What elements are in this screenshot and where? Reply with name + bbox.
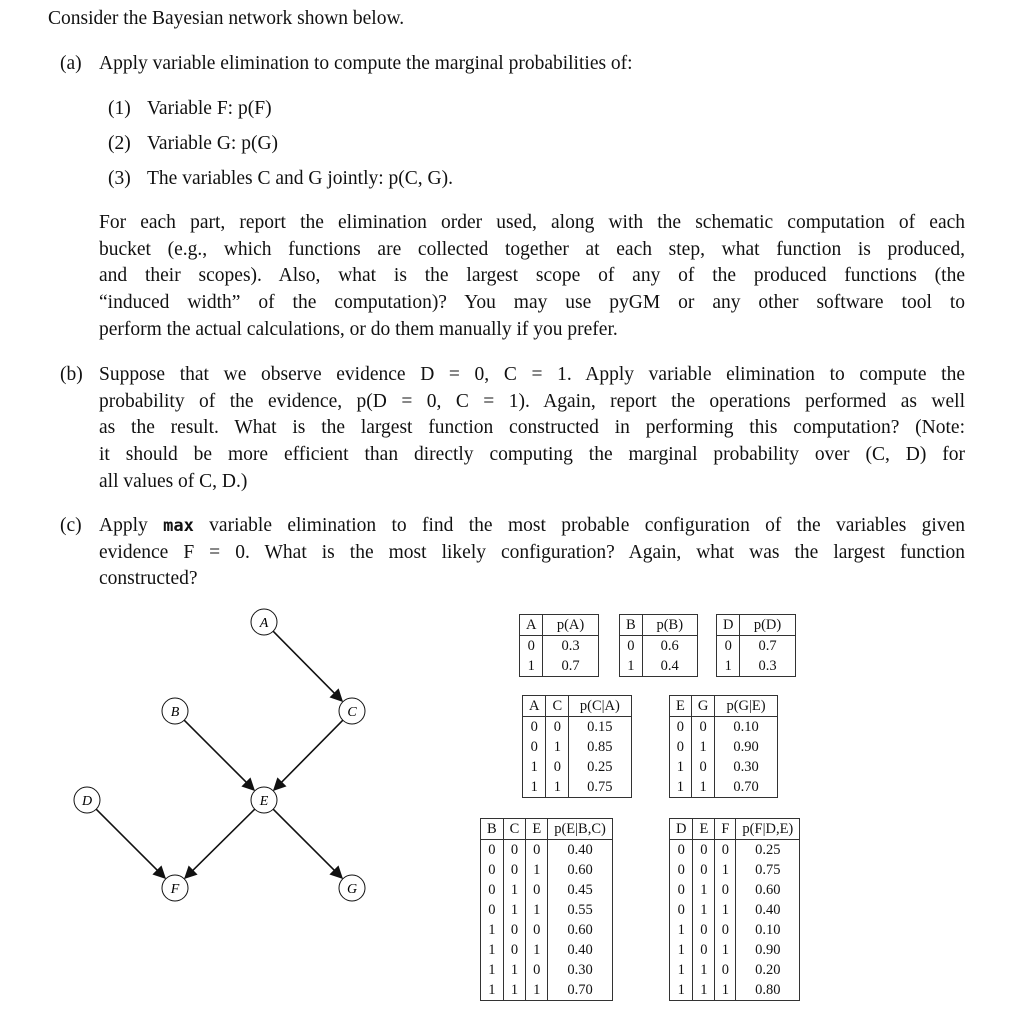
table-cell: 1 (503, 880, 526, 900)
table-cell: 0.6 (642, 636, 697, 657)
table-cell: 0 (677, 842, 685, 858)
table-cell: 1 (530, 779, 538, 795)
table-cell: 1 (526, 980, 548, 1001)
table-header-cell: B (481, 819, 504, 840)
table-cell: 1 (677, 942, 685, 958)
table-cell: 1 (503, 960, 526, 980)
table-cell: 1 (724, 658, 732, 674)
part-a-item-3-label: (3) (108, 168, 131, 189)
table-cell: 1 (503, 900, 526, 920)
part-c-line-2: evidence F = 0. What is the most likely configuration? Again, what was the largest function (99, 541, 965, 563)
table-header-cell: C (503, 819, 526, 840)
table-row (481, 880, 613, 900)
table-cell: 1 (488, 982, 496, 998)
table-row (523, 757, 632, 777)
table-cell: 1 (715, 860, 736, 880)
part-a-paragraph-line: bucket (e.g., which functions are collected together at each step, what function is produced, (99, 238, 965, 260)
table-row (670, 880, 800, 900)
table-cell: 0.15 (569, 717, 631, 738)
table-header-cell: E (693, 819, 715, 840)
table-cell: 0 (526, 920, 548, 940)
table-cell: 0 (526, 880, 548, 900)
table-cell: 0.60 (548, 920, 613, 940)
table-cell: 0 (526, 840, 548, 861)
table-cell: 0 (503, 840, 526, 861)
part-a-item-2-label: (2) (108, 133, 131, 154)
edge-a-c (273, 631, 342, 701)
max-code: max (163, 516, 194, 536)
table-cell: 1 (488, 922, 496, 938)
table-cell: 0 (715, 880, 736, 900)
part-a-item-3: The variables C and G jointly: p(C, G). (147, 168, 453, 189)
table-cell: 0 (488, 842, 496, 858)
table-row (670, 717, 778, 738)
table-cell: 0 (488, 862, 496, 878)
part-b-line: it should be more efficient than directly computing the marginal probability over (C, D) for (99, 444, 965, 466)
table-cell: 0 (676, 719, 685, 735)
table-cell: 0.7 (740, 636, 795, 657)
part-b-line: Suppose that we observe evidence D = 0, C = 1. Apply variable elimination to compute the (99, 364, 965, 385)
table-cell: 0.25 (736, 840, 800, 861)
table-cell: 0.60 (736, 880, 800, 900)
table-cell: 0 (527, 638, 535, 654)
node-d-label: D (81, 794, 93, 809)
table-cell: 0 (530, 739, 538, 755)
table-row (481, 860, 613, 880)
table-p-d (716, 614, 796, 677)
table-row (481, 840, 613, 861)
table-cell: 0.30 (715, 757, 777, 777)
table-cell: 1 (691, 737, 714, 757)
table-cell: 0.70 (715, 777, 777, 798)
table-cell: 0.4 (642, 656, 697, 677)
table-cell: 1 (546, 737, 569, 757)
table-cell: 1 (627, 658, 635, 674)
table-row (481, 960, 613, 980)
table-cell: 1 (546, 777, 569, 798)
table-cell: 0.80 (736, 980, 800, 1001)
table-cell: 0 (676, 739, 685, 755)
table-cell: 1 (677, 962, 685, 978)
table-cell: 0 (503, 860, 526, 880)
table-cell: 1 (526, 860, 548, 880)
part-c-line-3: constructed? (99, 568, 198, 590)
table-cell: 0 (693, 920, 715, 940)
part-c-label: (c) (60, 515, 82, 536)
table-cell: 0 (503, 920, 526, 940)
table-p-e-given-b-c (480, 818, 613, 1001)
part-b-line: as the result. What is the largest function constructed in performing this computation? (Note: (99, 417, 965, 439)
table-cell: 0 (693, 860, 715, 880)
table-cell: 0 (693, 940, 715, 960)
table-cell: 0 (488, 902, 496, 918)
table-p-f-given-d-e (669, 818, 800, 1001)
table-cell: 1 (676, 779, 685, 795)
table-cell: 0.30 (548, 960, 613, 980)
part-a-item-1: Variable F: p(F) (147, 98, 272, 119)
table-row (481, 980, 613, 1001)
table-header-cell: p(B) (642, 615, 697, 636)
table-row (717, 636, 796, 657)
edge-d-f (96, 809, 165, 878)
table-cell: 1 (677, 982, 685, 998)
part-b-line: all values of C, D.) (99, 470, 248, 492)
table-cell: 1 (676, 759, 685, 775)
intro-text: Consider the Bayesian network shown below. (48, 8, 405, 29)
table-header-cell: p(E|B,C) (548, 819, 613, 840)
table-cell: 0 (715, 920, 736, 940)
table-header-cell: p(D) (740, 615, 795, 636)
table-cell: 0.7 (543, 656, 598, 677)
table-cell: 1 (677, 922, 685, 938)
table-cell: 1 (693, 960, 715, 980)
table-header-cell: E (670, 696, 692, 717)
table-cell: 0.40 (548, 840, 613, 861)
table-cell: 1 (488, 962, 496, 978)
table-header-cell: p(G|E) (715, 696, 777, 717)
table-row (717, 656, 796, 677)
table-cell: 1 (693, 980, 715, 1001)
edge-e-f (185, 809, 255, 878)
table-row (523, 717, 632, 738)
table-header-cell: p(A) (543, 615, 598, 636)
table-header-cell: p(F|D,E) (736, 819, 800, 840)
edge-b-e (184, 720, 254, 790)
node-f-label: F (170, 882, 180, 897)
table-cell: 0.70 (548, 980, 613, 1001)
table-row (670, 980, 800, 1001)
table-row (670, 860, 800, 880)
table-row (620, 636, 698, 657)
table-cell: 0 (546, 757, 569, 777)
table-row (670, 960, 800, 980)
table-cell: 1 (715, 940, 736, 960)
node-b-label: B (170, 705, 180, 720)
graph-edges (96, 631, 343, 878)
table-cell: 0.10 (715, 717, 777, 738)
node-e-label: E (259, 794, 269, 809)
table-cell: 1 (503, 980, 526, 1001)
table-row (620, 656, 698, 677)
table-cell: 0.60 (548, 860, 613, 880)
table-row (523, 737, 632, 757)
table-header-cell: E (526, 819, 548, 840)
table-cell: 0.90 (736, 940, 800, 960)
part-a-paragraph-line: perform the actual calculations, or do them manually if you prefer. (99, 318, 618, 340)
part-c-line-1-post: variable elimination to find the most probable configuration of the variables given (193, 515, 966, 536)
table-cell: 1 (526, 900, 548, 920)
table-cell: 0.10 (736, 920, 800, 940)
table-cell: 1 (693, 900, 715, 920)
table-cell: 1 (530, 759, 538, 775)
table-row (670, 737, 778, 757)
table-cell: 0.90 (715, 737, 777, 757)
table-cell: 0 (526, 960, 548, 980)
table-cell: 0.3 (740, 656, 795, 677)
node-g-label: G (346, 882, 358, 897)
part-c-line-1-pre: Apply (99, 515, 164, 536)
table-cell: 1 (715, 900, 736, 920)
table-cell: 0 (503, 940, 526, 960)
node-a-label: A (259, 616, 269, 631)
edge-e-g (273, 809, 342, 878)
table-cell: 0 (715, 840, 736, 861)
table-cell: 0.75 (736, 860, 800, 880)
table-cell: 0.45 (548, 880, 613, 900)
table-header-cell: F (715, 819, 736, 840)
table-p-a (519, 614, 599, 677)
table-cell: 0.55 (548, 900, 613, 920)
table-header-cell: A (523, 696, 546, 717)
table-cell: 1 (527, 658, 535, 674)
edge-c-e (274, 720, 343, 790)
table-row (523, 777, 632, 798)
table-cell: 0 (724, 638, 732, 654)
table-cell: 1 (488, 942, 496, 958)
table-cell: 0.40 (548, 940, 613, 960)
table-row (670, 757, 778, 777)
table-cell: 1 (691, 777, 714, 798)
part-a-text: Apply variable elimination to compute the marginal probabilities of: (99, 53, 633, 74)
table-cell: 0.75 (569, 777, 631, 798)
table-cell: 0.20 (736, 960, 800, 980)
table-header-cell: D (717, 615, 740, 636)
part-a-paragraph-line: “induced width” of the computation)? You may use pyGM or any other software tool to (99, 292, 965, 314)
table-p-c-given-a (522, 695, 632, 798)
table-p-b (619, 614, 698, 677)
table-cell: 0 (627, 638, 635, 654)
table-row (670, 920, 800, 940)
table-row (520, 636, 599, 657)
table-cell: 0 (691, 757, 714, 777)
table-row (670, 777, 778, 798)
table-row (670, 840, 800, 861)
table-cell: 0.85 (569, 737, 631, 757)
table-row (670, 900, 800, 920)
table-cell: 0 (488, 882, 496, 898)
part-a-item-2: Variable G: p(G) (147, 133, 279, 154)
table-header-cell: C (546, 696, 569, 717)
table-cell: 0 (691, 717, 714, 738)
table-cell: 0 (715, 960, 736, 980)
table-header-cell: p(C|A) (569, 696, 631, 717)
table-cell: 0 (677, 882, 685, 898)
part-a-paragraph-line: and their scopes). Also, what is the largest scope of any of the produced functions (the (99, 265, 965, 287)
table-row (481, 940, 613, 960)
table-row (670, 940, 800, 960)
part-b-line: probability of the evidence, p(D = 0, C = 1). Again, report the operations performed as well (99, 390, 965, 412)
table-cell: 0 (546, 717, 569, 738)
table-cell: 1 (693, 880, 715, 900)
part-a-label: (a) (60, 53, 82, 74)
table-row (481, 920, 613, 940)
table-cell: 0 (530, 719, 538, 735)
table-p-g-given-e (669, 695, 778, 798)
table-cell: 0 (693, 840, 715, 861)
table-cell: 0.3 (543, 636, 598, 657)
table-cell: 0.40 (736, 900, 800, 920)
node-c-label: C (347, 705, 357, 720)
part-a-item-1-label: (1) (108, 98, 131, 119)
table-cell: 1 (526, 940, 548, 960)
table-cell: 1 (715, 980, 736, 1001)
table-header-cell: A (520, 615, 543, 636)
table-header-cell: G (691, 696, 714, 717)
table-header-cell: B (620, 615, 643, 636)
table-row (520, 656, 599, 677)
table-cell: 0 (677, 862, 685, 878)
table-header-cell: D (670, 819, 693, 840)
table-row (481, 900, 613, 920)
table-cell: 0 (677, 902, 685, 918)
part-a-paragraph-line: For each part, report the elimination order used, along with the schematic computation of each (99, 212, 965, 233)
part-b-label: (b) (60, 364, 83, 385)
table-cell: 0.25 (569, 757, 631, 777)
